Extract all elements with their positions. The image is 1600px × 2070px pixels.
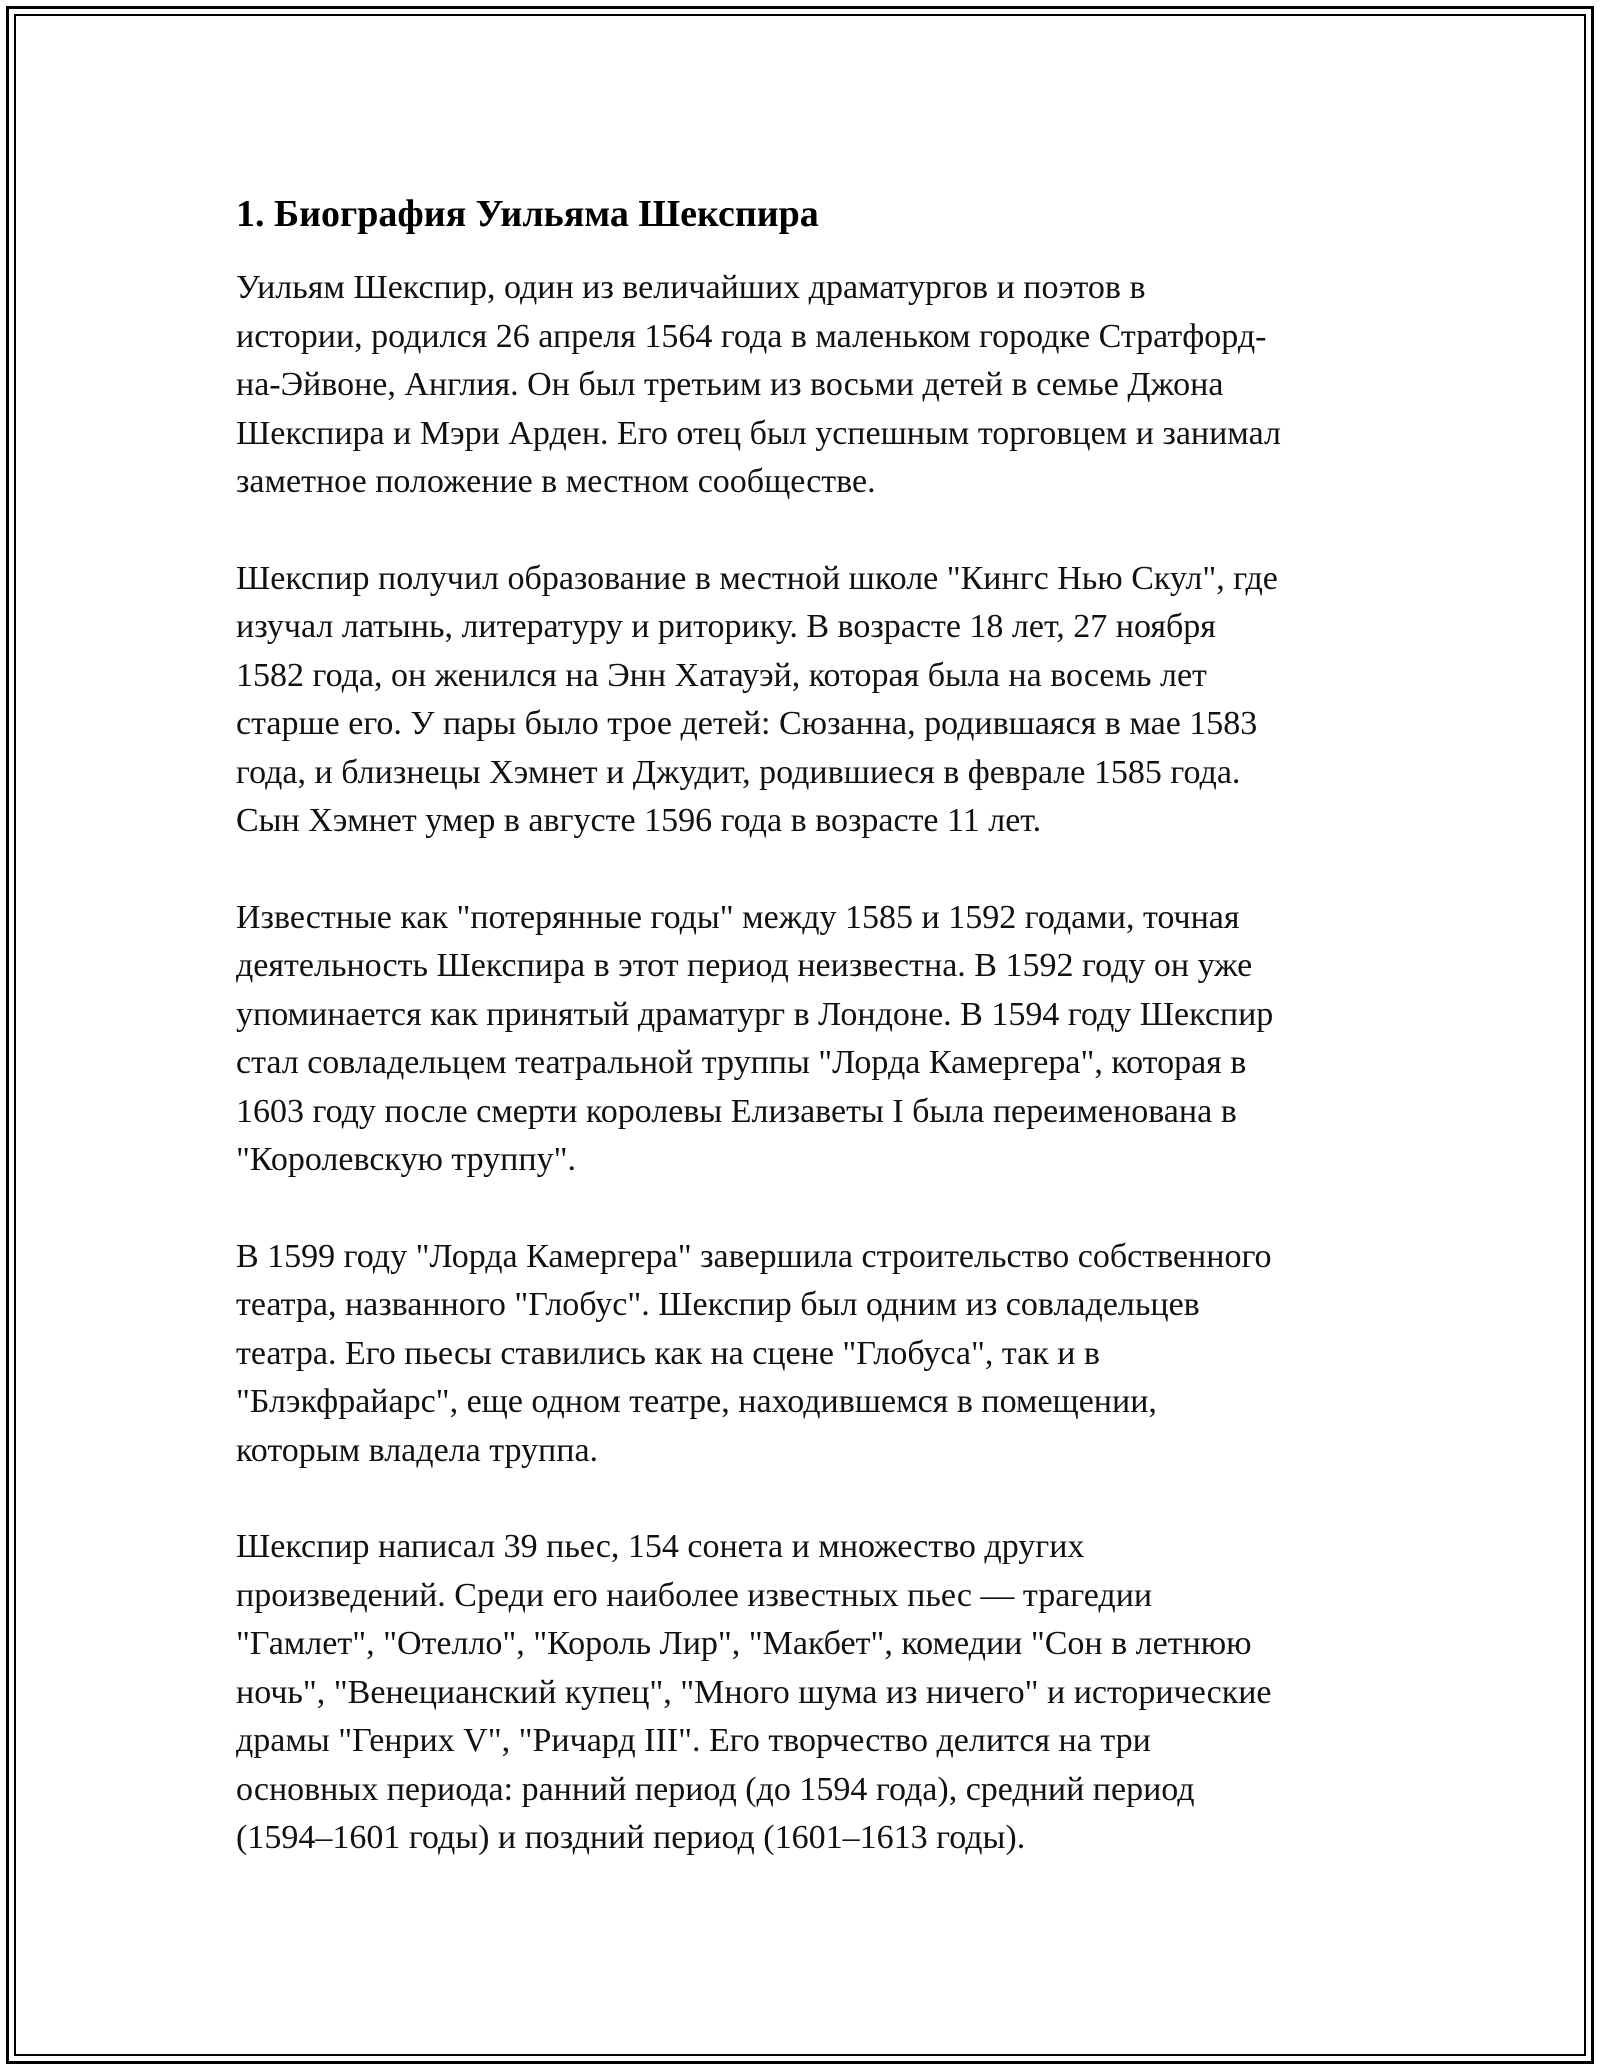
paragraph-line: (1594–1601 годы) и поздний период (1601–1613 годы).	[236, 1819, 1026, 1856]
paragraph-line: Сын Хэмнет умер в августе 1596 года в возрасте 11 лет.	[236, 802, 1042, 839]
paragraph-line: Шекспир написал 39 пьес, 154 сонета и множество других	[236, 1528, 1085, 1565]
paragraph	[236, 1523, 1396, 1863]
paragraph-line: В 1599 году "Лорда Камергера" завершила строительство собственного	[236, 1237, 1272, 1275]
paragraph-line: года, и близнецы Хэмнет и Джудит, родившиеся в феврале 1585 года.	[236, 753, 1241, 791]
paragraph-line: стал совладельцем театральной труппы "Лорда Камергера", которая в	[236, 1044, 1247, 1081]
paragraph-line: Шекспира и Мэри Арден. Его отец был успешным торговцем и занимал	[236, 414, 1281, 452]
paragraph-line: упоминается как принятый драматург в Лондоне. В 1594 году Шекспир	[236, 995, 1274, 1033]
paragraph-line: "Королевскую труппу".	[236, 1141, 576, 1178]
paragraph-line: старше его. У пары было трое детей: Сюзанна, родившаяся в мае 1583	[236, 705, 1258, 742]
paragraph	[236, 1233, 1396, 1476]
section-heading: 1. Биография Уильяма Шекспира	[236, 193, 819, 235]
paragraph-line: "Блэкфрайарс", еще одном театре, находившемся в помещении,	[236, 1383, 1157, 1420]
paragraph-line: истории, родился 26 апреля 1564 года в маленьком городке Стратфорд-	[236, 317, 1267, 355]
paragraph-list	[236, 264, 1396, 1863]
paragraph-line: произведений. Среди его наиболее известных пьес — трагедии	[236, 1576, 1153, 1614]
paragraph-line: изучал латынь, литературу и риторику. В возрасте 18 лет, 27 ноября	[236, 608, 1216, 645]
paragraph-line: основных периода: ранний период (до 1594 года), средний период	[236, 1770, 1195, 1808]
paragraph	[236, 894, 1396, 1185]
paragraph-line: ночь", "Венецианский купец", "Много шума из ничего" и исторические	[236, 1673, 1272, 1711]
paragraph-line: драмы "Генрих V", "Ричард III". Его творчество делится на три	[236, 1722, 1151, 1759]
paragraph-line: деятельность Шекспира в этот период неизвестна. В 1592 году он уже	[236, 947, 1253, 984]
paragraph-line: Уильям Шекспир, один из величайших драматургов и поэтов в	[236, 269, 1146, 306]
paragraph-line: 1603 году после смерти королевы Елизаветы I была переименована в	[236, 1092, 1237, 1130]
paragraph-line: Известные как "потерянные годы" между 1585 и 1592 годами, точная	[236, 898, 1240, 936]
paragraph-line: 1582 года, он женился на Энн Хатауэй, которая была на восемь лет	[236, 656, 1207, 694]
paragraph-line: которым владела труппа.	[236, 1431, 599, 1469]
paragraph	[236, 264, 1396, 507]
paragraph-line: театра. Его пьесы ставились как на сцене "Глобуса", так и в	[236, 1334, 1100, 1372]
document-body	[236, 186, 1396, 1911]
paragraph	[236, 555, 1396, 846]
paragraph-line: "Гамлет", "Отелло", "Король Лир", "Макбет", комедии "Сон в летнюю	[236, 1625, 1252, 1662]
paragraph-line: на-Эйвоне, Англия. Он был третьим из восьми детей в семье Джона	[236, 366, 1224, 403]
paragraph-line: заметное положение в местном сообществе.	[236, 463, 876, 500]
paragraph-line: театра, названного "Глобус". Шекспир был одним из совладельцев	[236, 1286, 1200, 1323]
paragraph-line: Шекспир получил образование в местной школе "Кингс Нью Скул", где	[236, 559, 1278, 597]
